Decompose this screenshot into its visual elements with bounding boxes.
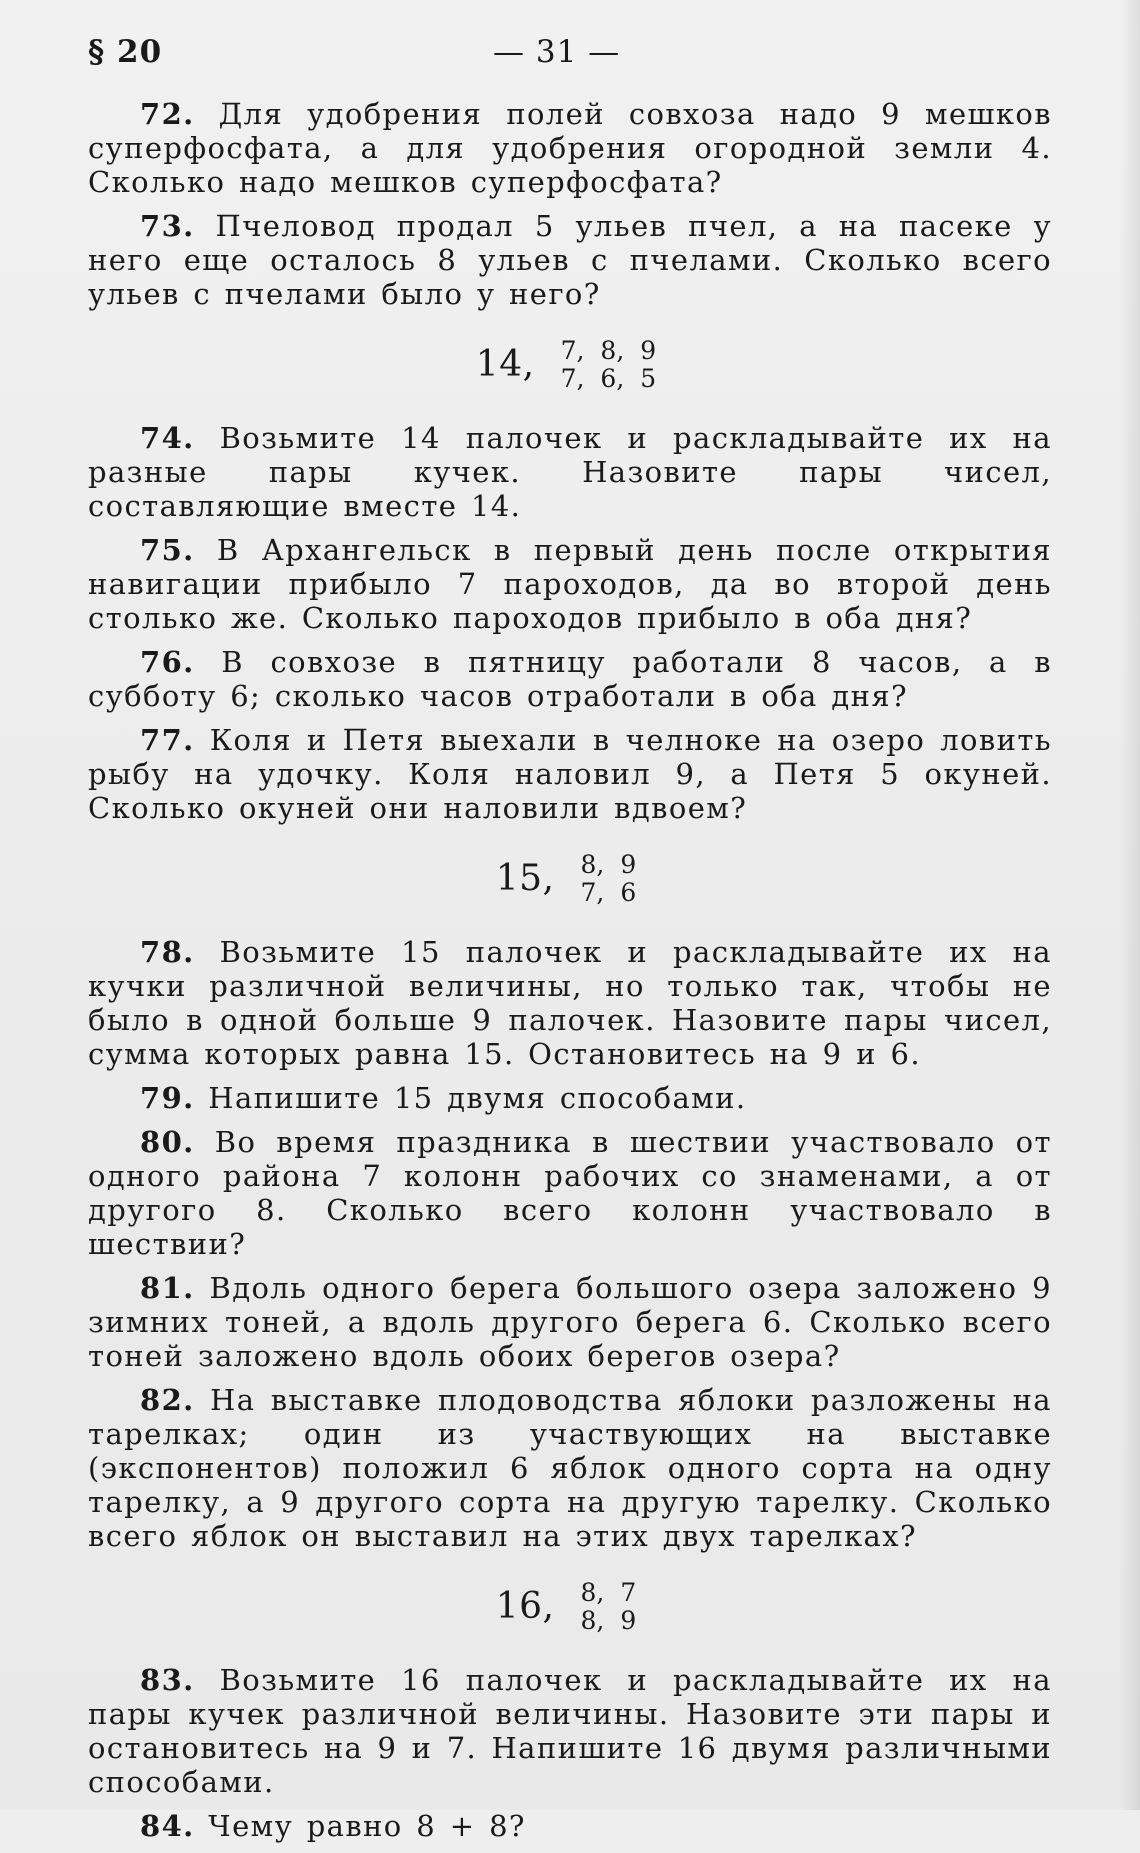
decomposition-pair <box>581 851 605 907</box>
pair-top: 7, <box>560 336 585 365</box>
problem-text: Во время праздника в шествии участвовало от одного района 7 колонн рабочих со знаменами, а от другого 8. Сколько всего колонн участвовало в шествии? <box>88 1125 1052 1261</box>
problem-83 <box>88 1663 1052 1799</box>
decomposition-total: 15, <box>495 858 555 899</box>
page-edge-shadow <box>1120 0 1140 1810</box>
problem-81 <box>88 1271 1052 1373</box>
decomposition-pair <box>620 851 636 907</box>
section-mark: § 20 <box>88 34 163 70</box>
decomposition-total: 14, <box>475 344 535 385</box>
pair-top: 8, <box>600 336 625 365</box>
decomposition-pair <box>581 1579 605 1635</box>
problem-text: Пчеловод продал 5 ульев пчел, а на пасеке у него еще осталось 8 ульев с пчелами. Сколько всего ульев с пчелами было у него? <box>88 209 1053 311</box>
problem-82 <box>88 1383 1052 1553</box>
problem-text: В совхозе в пятницу работали 8 часов, а в субботу 6; сколько часов отработали в оба дня? <box>88 645 1052 713</box>
decomposition-total: 16, <box>495 1586 555 1627</box>
problem-76 <box>88 645 1052 713</box>
problem-text: Напишите 15 двумя способами. <box>208 1081 747 1115</box>
decomposition-16 <box>88 1563 1052 1651</box>
problem-number: 74. <box>140 421 195 455</box>
problem-number: 84. <box>140 1809 195 1843</box>
problem-number: 81. <box>140 1271 195 1305</box>
problem-text: Вдоль одного берега большого озера заложено 9 зимних тоней, а вдоль другого берега 6. Сколько всего тоней заложено вдоль обоих берегов озера? <box>88 1271 1052 1373</box>
pair-bottom: 6, <box>600 364 625 393</box>
decomposition-pair <box>640 337 656 393</box>
decomposition-15 <box>88 835 1052 923</box>
pair-top: 9 <box>640 336 657 365</box>
decomposition-14 <box>88 321 1052 409</box>
decomposition-pair <box>561 337 585 393</box>
problem-73 <box>88 209 1052 311</box>
problem-79 <box>88 1081 1052 1115</box>
pair-bottom: 8, <box>580 1606 605 1635</box>
pair-bottom: 7, <box>580 878 605 907</box>
problem-text: На выставке плодоводства яблоки разложены на тарелках; один из участвующих на выставке (экспонентов) положил 6 яблок одного сорта на одну тарелку, а 9 другого сорта на другую тарелку. Сколько всего яблок он выставил на этих двух тарелках? <box>88 1383 1053 1553</box>
problem-text: Возьмите 14 палочек и раскладывайте их на разные пары кучек. Назовите пары чисел, составляющие вместе 14. <box>88 421 1052 523</box>
problem-number: 77. <box>140 723 195 757</box>
problem-number: 76. <box>140 645 195 679</box>
pair-top: 9 <box>620 850 637 879</box>
problem-72 <box>88 97 1052 199</box>
problem-text: Коля и Петя выехали в челноке на озеро ловить рыбу на удочку. Коля наловил 9, а Петя 5 окуней. Сколько окуней они наловили вдвоем? <box>88 723 1052 825</box>
problem-number: 80. <box>140 1125 195 1159</box>
problem-80 <box>88 1125 1052 1261</box>
problem-number: 72. <box>140 97 195 131</box>
problem-text: В Архангельск в первый день после открытия навигации прибыло 7 пароходов, да во второй день столько же. Сколько пароходов прибыло в оба дня? <box>88 533 1052 635</box>
pair-bottom: 9 <box>620 1606 637 1635</box>
problem-text: Возьмите 16 палочек и раскладывайте их на пары кучек различной величины. Назовите эти пары и остановитесь на 9 и 7. Напишите 16 двумя различными способами. <box>88 1663 1052 1799</box>
pair-bottom: 5 <box>640 364 657 393</box>
problem-84 <box>88 1809 1052 1843</box>
pair-top: 8, <box>580 1578 605 1607</box>
problem-78 <box>88 935 1052 1071</box>
problem-number: 75. <box>140 533 195 567</box>
decomposition-pair <box>600 337 624 393</box>
problem-text: Возьмите 15 палочек и раскладывайте их на кучки различной величины, но только так, чтобы не было в одной больше 9 палочек. Назовите пары чисел, сумма которых равна 15. Остановитесь на 9 и 6. <box>88 935 1052 1071</box>
page-header <box>88 34 1052 78</box>
problem-number: 83. <box>140 1663 195 1697</box>
problem-number: 73. <box>140 209 195 243</box>
problem-number: 79. <box>140 1081 195 1115</box>
problem-text: Чему равно 8 + 8? <box>208 1809 526 1843</box>
page-number: — 31 — <box>493 34 621 70</box>
problem-number: 82. <box>140 1383 195 1417</box>
problem-text: Для удобрения полей совхоза надо 9 мешков суперфосфата, а для удобрения огородной земли 4. Сколько надо мешков суперфосфата? <box>88 97 1052 199</box>
problem-number: 78. <box>140 935 195 969</box>
decomposition-pair <box>620 1579 636 1635</box>
problem-75 <box>88 533 1052 635</box>
page-content <box>88 97 1052 1853</box>
pair-top: 8, <box>580 850 605 879</box>
pair-top: 7 <box>620 1578 637 1607</box>
pair-bottom: 7, <box>560 364 585 393</box>
problem-74 <box>88 421 1052 523</box>
pair-bottom: 6 <box>620 878 637 907</box>
problem-77 <box>88 723 1052 825</box>
